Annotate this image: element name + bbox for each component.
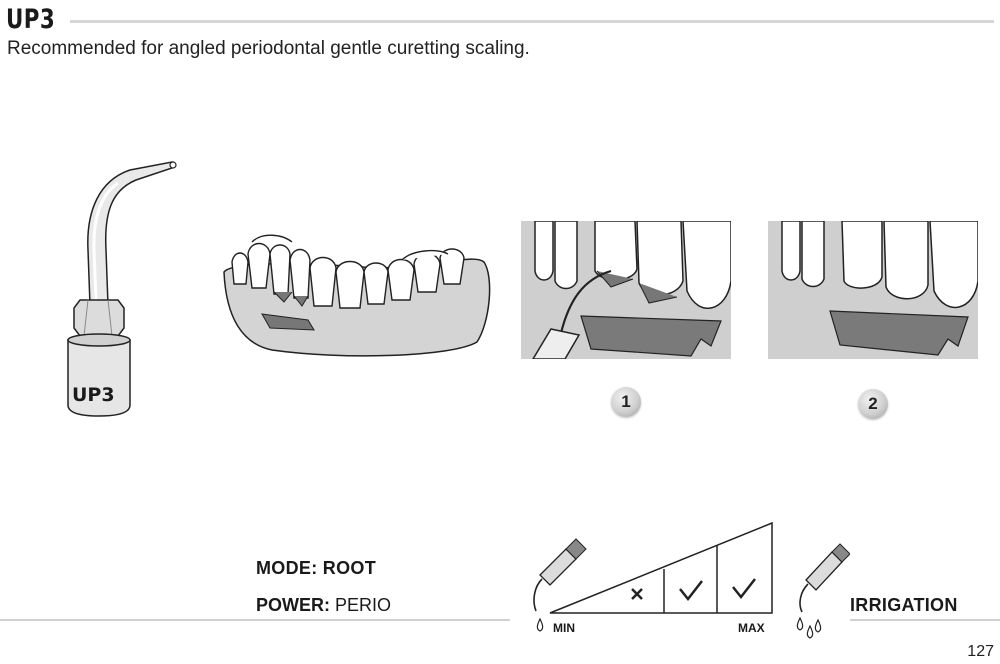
irrigation-icon — [790, 540, 850, 645]
page-title: UP3 — [6, 4, 56, 35]
mode-label: MODE: ROOT — [256, 558, 376, 578]
power-min-label: MIN — [553, 621, 575, 635]
footer-divider-right — [850, 619, 1000, 621]
step-2-illustration — [768, 221, 978, 359]
step-1-number: 1 — [621, 392, 631, 411]
water-drop-icon — [537, 619, 542, 631]
step-1-badge — [611, 387, 641, 417]
scaler-tip-illustration — [60, 150, 190, 420]
power-key: POWER: — [256, 595, 330, 615]
power-setting — [256, 595, 391, 616]
page-number: 127 — [967, 643, 994, 660]
tip-shaft — [88, 162, 172, 305]
step-2-badge — [858, 389, 888, 419]
jaw-overview-illustration — [222, 232, 492, 362]
title-divider — [70, 20, 994, 23]
power-wedge — [550, 523, 772, 613]
power-value: PERIO — [335, 595, 392, 615]
tip-hex-nut — [74, 300, 124, 336]
page-subtitle: Recommended for angled periodontal gentle curetting scaling. — [7, 38, 530, 59]
step-2-number: 2 — [868, 394, 878, 413]
footer-divider-left — [0, 619, 510, 621]
step-1-illustration — [521, 221, 731, 359]
tip-label: UP3 — [72, 384, 115, 406]
irrigation-label: IRRIGATION — [850, 595, 958, 615]
handpiece-icon — [534, 539, 586, 611]
power-max-label: MAX — [738, 621, 765, 635]
